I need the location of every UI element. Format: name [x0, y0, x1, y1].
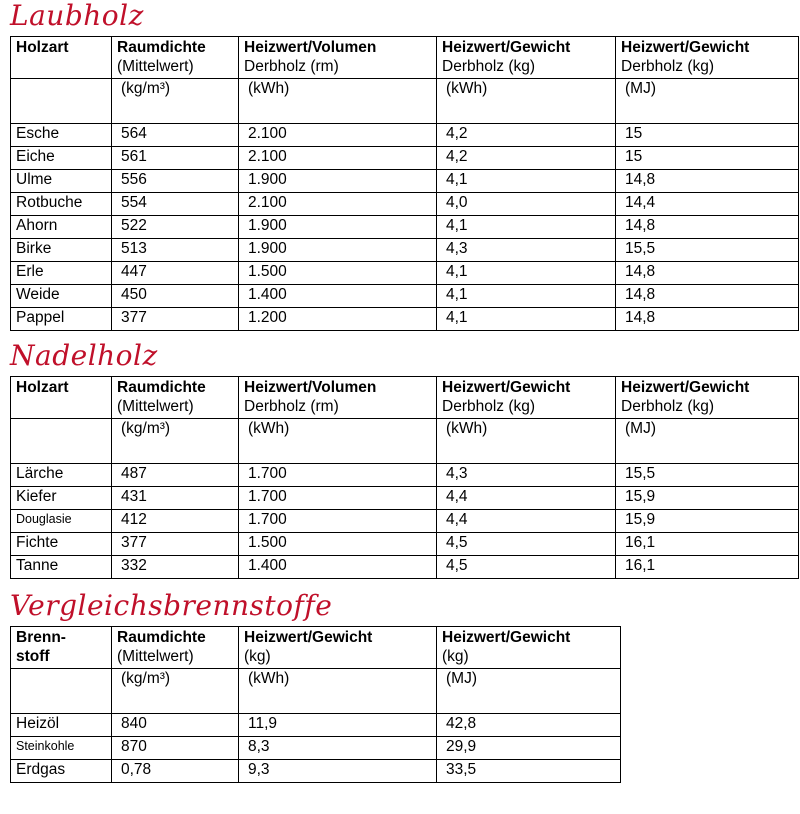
fuel-name-cell: Steinkohle [11, 737, 112, 760]
column-subheader: (Mittelwert) [117, 398, 194, 415]
unit-cell: (MJ) [616, 79, 799, 124]
fuel-name-cell: Birke [11, 239, 112, 262]
value-cell: 11,9 [239, 714, 437, 737]
value-cell: 2.100 [239, 193, 437, 216]
column-subheader: (Mittelwert) [117, 648, 194, 665]
fuel-name-cell: Lärche [11, 464, 112, 487]
column-subheader: Derbholz (rm) [244, 398, 339, 415]
value-cell: 1.700 [239, 464, 437, 487]
value-cell: 840 [112, 714, 239, 737]
value-cell: 14,8 [616, 262, 799, 285]
value-cell: 1.900 [239, 170, 437, 193]
value-cell: 4,1 [437, 262, 616, 285]
column-header [112, 37, 239, 79]
column-header-label: Heizwert/Volumen [244, 39, 377, 56]
unit-cell [11, 419, 112, 464]
unit-cell: (kg/m³) [112, 669, 239, 714]
unit-cell: (kg/m³) [112, 419, 239, 464]
fuel-name-cell: Tanne [11, 556, 112, 579]
value-cell: 447 [112, 262, 239, 285]
vergleichsbrennstoffe-title: Vergleichsbrennstoffe [10, 589, 333, 622]
column-header-label: Holzart [16, 39, 69, 56]
unit-row [11, 669, 621, 714]
column-subheader: Derbholz (rm) [244, 58, 339, 75]
header-row [11, 377, 799, 419]
unit-cell: (kWh) [239, 79, 437, 124]
column-header-label: Heizwert/Volumen [244, 379, 377, 396]
value-cell: 1.400 [239, 556, 437, 579]
value-cell: 412 [112, 510, 239, 533]
value-cell: 15,5 [616, 239, 799, 262]
column-header [112, 627, 239, 669]
fuel-name-cell: Eiche [11, 147, 112, 170]
value-cell: 332 [112, 556, 239, 579]
value-cell: 1.900 [239, 216, 437, 239]
column-header [11, 37, 112, 79]
fuel-name-cell: Ulme [11, 170, 112, 193]
table-row [11, 239, 799, 262]
unit-cell: (kWh) [437, 79, 616, 124]
table-row [11, 760, 621, 783]
value-cell: 450 [112, 285, 239, 308]
value-cell: 15 [616, 124, 799, 147]
value-cell: 554 [112, 193, 239, 216]
value-cell: 561 [112, 147, 239, 170]
table-row [11, 556, 799, 579]
header-row [11, 627, 621, 669]
value-cell: 431 [112, 487, 239, 510]
value-cell: 1.700 [239, 510, 437, 533]
unit-cell: (kWh) [239, 669, 437, 714]
column-header-label: Heizwert/Gewicht [621, 39, 750, 56]
value-cell: 9,3 [239, 760, 437, 783]
column-header-label: Heizwert/Gewicht [621, 379, 750, 396]
value-cell: 1.400 [239, 285, 437, 308]
value-cell: 1.700 [239, 487, 437, 510]
table-row [11, 737, 621, 760]
value-cell: 377 [112, 308, 239, 331]
fuel-name-cell: Kiefer [11, 487, 112, 510]
column-subheader: stoff [16, 648, 50, 665]
header-row [11, 37, 799, 79]
value-cell: 42,8 [437, 714, 621, 737]
value-cell: 14,8 [616, 216, 799, 239]
value-cell: 0,78 [112, 760, 239, 783]
column-subheader: Derbholz (kg) [621, 58, 715, 75]
column-header [437, 377, 616, 419]
column-header [616, 37, 799, 79]
value-cell: 522 [112, 216, 239, 239]
unit-cell: (kWh) [239, 419, 437, 464]
value-cell: 870 [112, 737, 239, 760]
value-cell: 16,1 [616, 533, 799, 556]
column-header [239, 37, 437, 79]
value-cell: 4,5 [437, 556, 616, 579]
fuel-name-cell: Esche [11, 124, 112, 147]
column-subheader: Derbholz (kg) [621, 398, 715, 415]
table-row [11, 464, 799, 487]
column-subheader: Derbholz (kg) [442, 58, 536, 75]
value-cell: 1.200 [239, 308, 437, 331]
value-cell: 2.100 [239, 147, 437, 170]
fuel-name-cell: Erle [11, 262, 112, 285]
unit-cell: (MJ) [616, 419, 799, 464]
value-cell: 1.500 [239, 533, 437, 556]
fuel-name-cell: Weide [11, 285, 112, 308]
nadelholz-table [10, 376, 799, 579]
fuel-name-cell: Douglasie [11, 510, 112, 533]
value-cell: 4,2 [437, 124, 616, 147]
value-cell: 4,3 [437, 239, 616, 262]
table-row [11, 487, 799, 510]
column-header-label: Heizwert/Gewicht [244, 629, 373, 646]
table-row [11, 193, 799, 216]
value-cell: 4,4 [437, 487, 616, 510]
table-row [11, 714, 621, 737]
value-cell: 16,1 [616, 556, 799, 579]
column-header-label: Raumdichte [117, 629, 206, 646]
unit-cell: (kg/m³) [112, 79, 239, 124]
value-cell: 564 [112, 124, 239, 147]
unit-row [11, 419, 799, 464]
unit-row [11, 79, 799, 124]
fuel-name-cell: Erdgas [11, 760, 112, 783]
value-cell: 4,1 [437, 170, 616, 193]
value-cell: 1.900 [239, 239, 437, 262]
nadelholz-title: Nadelholz [10, 339, 158, 372]
column-header-label: Holzart [16, 379, 69, 396]
value-cell: 4,2 [437, 147, 616, 170]
column-subheader: (Mittelwert) [117, 58, 194, 75]
laubholz-title: Laubholz [10, 0, 144, 32]
laubholz-table [10, 36, 799, 331]
value-cell: 15,9 [616, 487, 799, 510]
value-cell: 487 [112, 464, 239, 487]
value-cell: 4,5 [437, 533, 616, 556]
column-header [239, 377, 437, 419]
value-cell: 4,3 [437, 464, 616, 487]
column-header [11, 627, 112, 669]
fuel-name-cell: Heizöl [11, 714, 112, 737]
column-subheader: (kg) [442, 648, 469, 665]
value-cell: 8,3 [239, 737, 437, 760]
value-cell: 15,5 [616, 464, 799, 487]
table-row [11, 124, 799, 147]
value-cell: 14,8 [616, 285, 799, 308]
value-cell: 1.500 [239, 262, 437, 285]
table-row [11, 262, 799, 285]
value-cell: 4,4 [437, 510, 616, 533]
value-cell: 2.100 [239, 124, 437, 147]
value-cell: 4,1 [437, 308, 616, 331]
fuel-name-cell: Rotbuche [11, 193, 112, 216]
value-cell: 29,9 [437, 737, 621, 760]
column-header [112, 377, 239, 419]
column-header [616, 377, 799, 419]
table-row [11, 147, 799, 170]
column-header-label: Raumdichte [117, 39, 206, 56]
column-header-label: Heizwert/Gewicht [442, 629, 571, 646]
unit-cell: (kWh) [437, 419, 616, 464]
value-cell: 4,0 [437, 193, 616, 216]
value-cell: 14,8 [616, 170, 799, 193]
table-row [11, 285, 799, 308]
column-header [11, 377, 112, 419]
unit-cell: (MJ) [437, 669, 621, 714]
value-cell: 556 [112, 170, 239, 193]
unit-cell [11, 669, 112, 714]
column-header-label: Heizwert/Gewicht [442, 39, 571, 56]
value-cell: 4,1 [437, 216, 616, 239]
column-header-label: Heizwert/Gewicht [442, 379, 571, 396]
value-cell: 33,5 [437, 760, 621, 783]
value-cell: 15,9 [616, 510, 799, 533]
value-cell: 377 [112, 533, 239, 556]
table-row [11, 170, 799, 193]
fuel-name-cell: Ahorn [11, 216, 112, 239]
value-cell: 14,8 [616, 308, 799, 331]
unit-cell [11, 79, 112, 124]
table-row [11, 533, 799, 556]
vergleichsbrennstoffe-table [10, 626, 621, 783]
column-header [437, 37, 616, 79]
column-header-label: Raumdichte [117, 379, 206, 396]
table-row [11, 216, 799, 239]
table-row [11, 308, 799, 331]
column-header [437, 627, 621, 669]
value-cell: 513 [112, 239, 239, 262]
column-subheader: Derbholz (kg) [442, 398, 536, 415]
value-cell: 4,1 [437, 285, 616, 308]
column-header [239, 627, 437, 669]
fuel-name-cell: Fichte [11, 533, 112, 556]
column-header-label: Brenn- [16, 629, 66, 646]
column-subheader: (kg) [244, 648, 271, 665]
value-cell: 15 [616, 147, 799, 170]
table-row [11, 510, 799, 533]
fuel-name-cell: Pappel [11, 308, 112, 331]
value-cell: 14,4 [616, 193, 799, 216]
